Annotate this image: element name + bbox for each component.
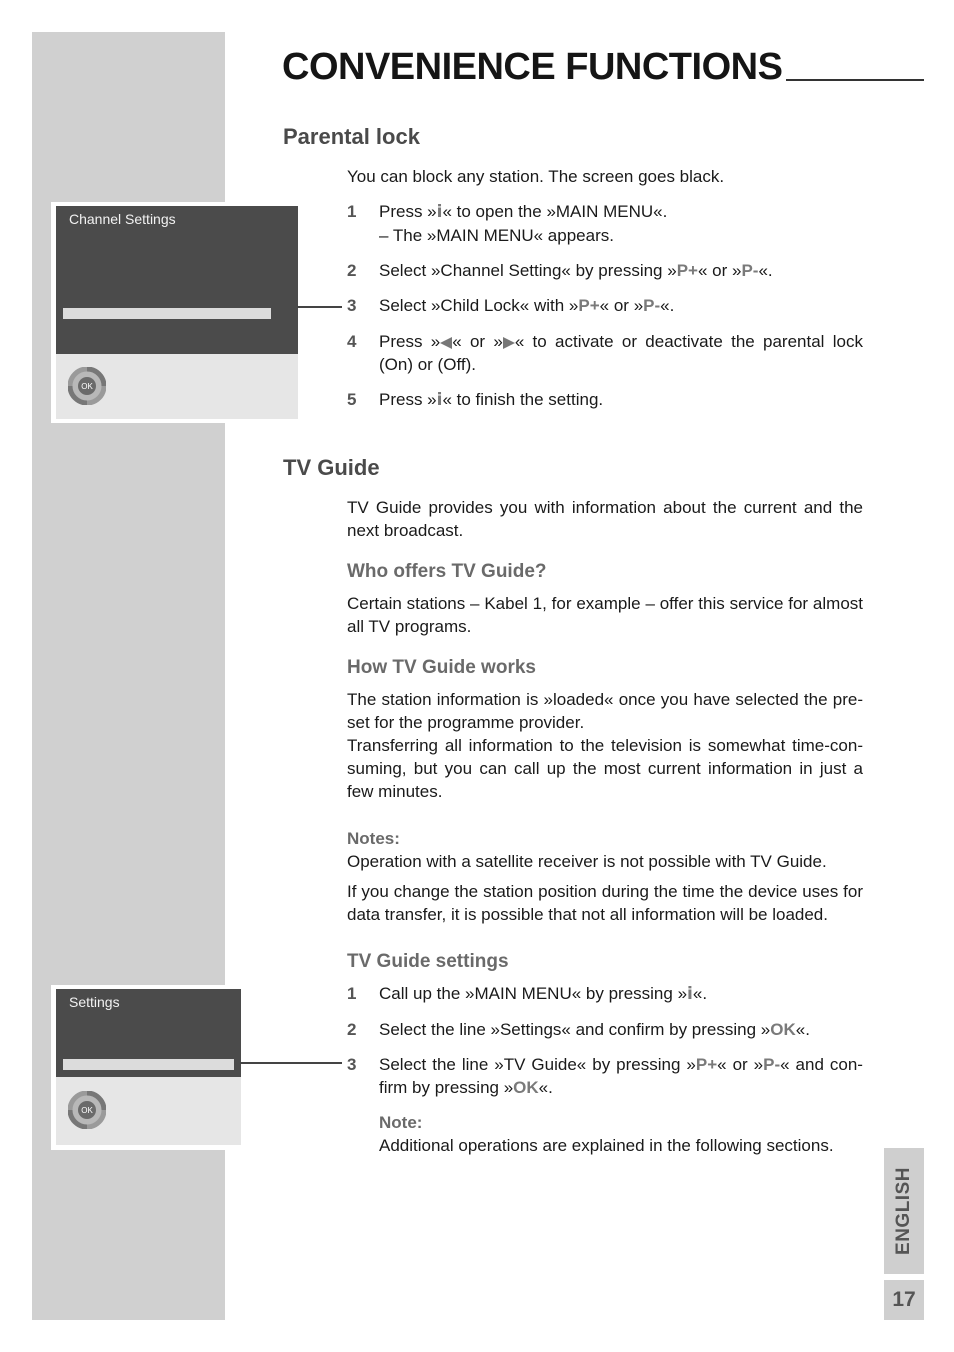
page-number-box: [884, 1280, 924, 1320]
title-rule: [786, 79, 924, 81]
channel-settings-menu-remote-area: [56, 354, 298, 419]
channel-settings-menu: [51, 202, 301, 423]
parental-lock-step-3: 3 Select »Child Lock« with »P+« or »P-«.: [347, 296, 675, 315]
notes-text-1: Operation with a satellite receiver is not possible with TV Guide.: [347, 852, 827, 871]
p-plus-key: P+: [695, 1055, 718, 1074]
page-title: CONVENIENCE FUNCTIONS: [282, 46, 783, 88]
info-key: i: [436, 202, 443, 222]
child-lock-highlight-bar: [63, 308, 271, 319]
note-label: Note:: [379, 1113, 423, 1132]
parental-lock-step-4: 4 Press » « or » « to activate or deactivate the parental lock (On) or (Off).: [347, 332, 863, 374]
tv-guide-settings-heading: TV Guide settings: [347, 951, 509, 972]
parental-lock-step-5: 5 Press »i« to finish the setting.: [347, 390, 604, 410]
channel-settings-menu-screen: [56, 206, 298, 354]
step-number: 3: [347, 296, 357, 315]
language-tab: [884, 1148, 924, 1274]
left-arrow-icon: [440, 337, 452, 349]
who-offers-heading: Who offers TV Guide?: [347, 561, 547, 582]
how-works-text-2: Transferring all information to the television is somewhat time-con-suming, but you can call up the most current information in just a few minutes.: [347, 736, 863, 801]
ok-button-icon: [68, 1091, 106, 1129]
parental-lock-intro: You can block any station. The screen goes black.: [347, 167, 725, 186]
tv-guide-settings-step-1: 1 Call up the »MAIN MENU« by pressing »i«.: [347, 984, 708, 1004]
step-number: 3: [347, 1055, 357, 1074]
p-minus-key: P-: [643, 296, 661, 315]
svg-text:OK: OK: [81, 382, 93, 391]
notes-label: Notes:: [347, 829, 400, 848]
step-number: 2: [347, 261, 357, 280]
tv-guide-intro: TV Guide provides you with information about the current and the next broadcast.: [347, 498, 863, 540]
p-plus-key: P+: [676, 261, 698, 280]
tv-guide-highlight-bar: [63, 1059, 234, 1070]
tv-guide-heading: TV Guide: [283, 455, 380, 480]
svg-text:OK: OK: [81, 1106, 93, 1115]
tv-guide-settings-step-2: 2 Select the line »Settings« and confirm by pressing »OK«.: [347, 1020, 810, 1039]
language-tab-label: ENGLISH: [893, 1167, 914, 1255]
how-works-heading: How TV Guide works: [347, 657, 536, 678]
step-number: 1: [347, 984, 357, 1003]
ok-button-icon: [68, 367, 106, 405]
settings-menu-screen: [56, 989, 241, 1077]
settings-menu-title: Settings: [69, 994, 120, 1010]
ok-key: OK: [770, 1020, 796, 1039]
info-key: i: [687, 984, 693, 1004]
right-arrow-icon: [503, 337, 515, 349]
parental-lock-step-2: 2 Select »Channel Setting« by pressing »P+« or »P-«.: [347, 261, 773, 280]
step-number: 2: [347, 1020, 357, 1039]
ok-key: OK: [513, 1078, 539, 1097]
connector-line-tv-guide: [240, 1062, 342, 1064]
notes-text-2: If you change the station position during the time the device uses for data transfer, it is possible that not all information will be loaded.: [347, 882, 863, 924]
p-plus-key: P+: [578, 296, 600, 315]
connector-line-child-lock: [297, 306, 342, 308]
settings-menu: [51, 985, 244, 1150]
who-offers-text: Certain stations – Kabel 1, for example – offer this service for almost all TV programs.: [347, 594, 863, 636]
how-works-text-1: The station information is »loaded« once you have selected the pre-set for the programme provider.: [347, 690, 863, 732]
channel-settings-menu-title: Channel Settings: [69, 211, 176, 227]
parental-lock-heading: Parental lock: [283, 124, 420, 149]
p-minus-key: P-: [741, 261, 759, 280]
step-number: 5: [347, 390, 357, 409]
parental-lock-step-1: 1 Press »i« to open the »MAIN MENU«. – The »MAIN MENU« appears.: [347, 202, 668, 245]
tv-guide-settings-step-3: 3 Select the line »TV Guide« by pressing »P+« or »P-« and con-firm by pressing »OK«.: [347, 1055, 863, 1097]
note-text: Additional operations are explained in the following sections.: [379, 1136, 834, 1155]
info-key: i: [436, 390, 443, 410]
page-number: 17: [892, 1288, 916, 1311]
settings-menu-remote-area: [56, 1077, 241, 1145]
step-number: 4: [347, 332, 357, 351]
step-number: 1: [347, 202, 357, 221]
p-minus-key: P-: [763, 1055, 781, 1074]
